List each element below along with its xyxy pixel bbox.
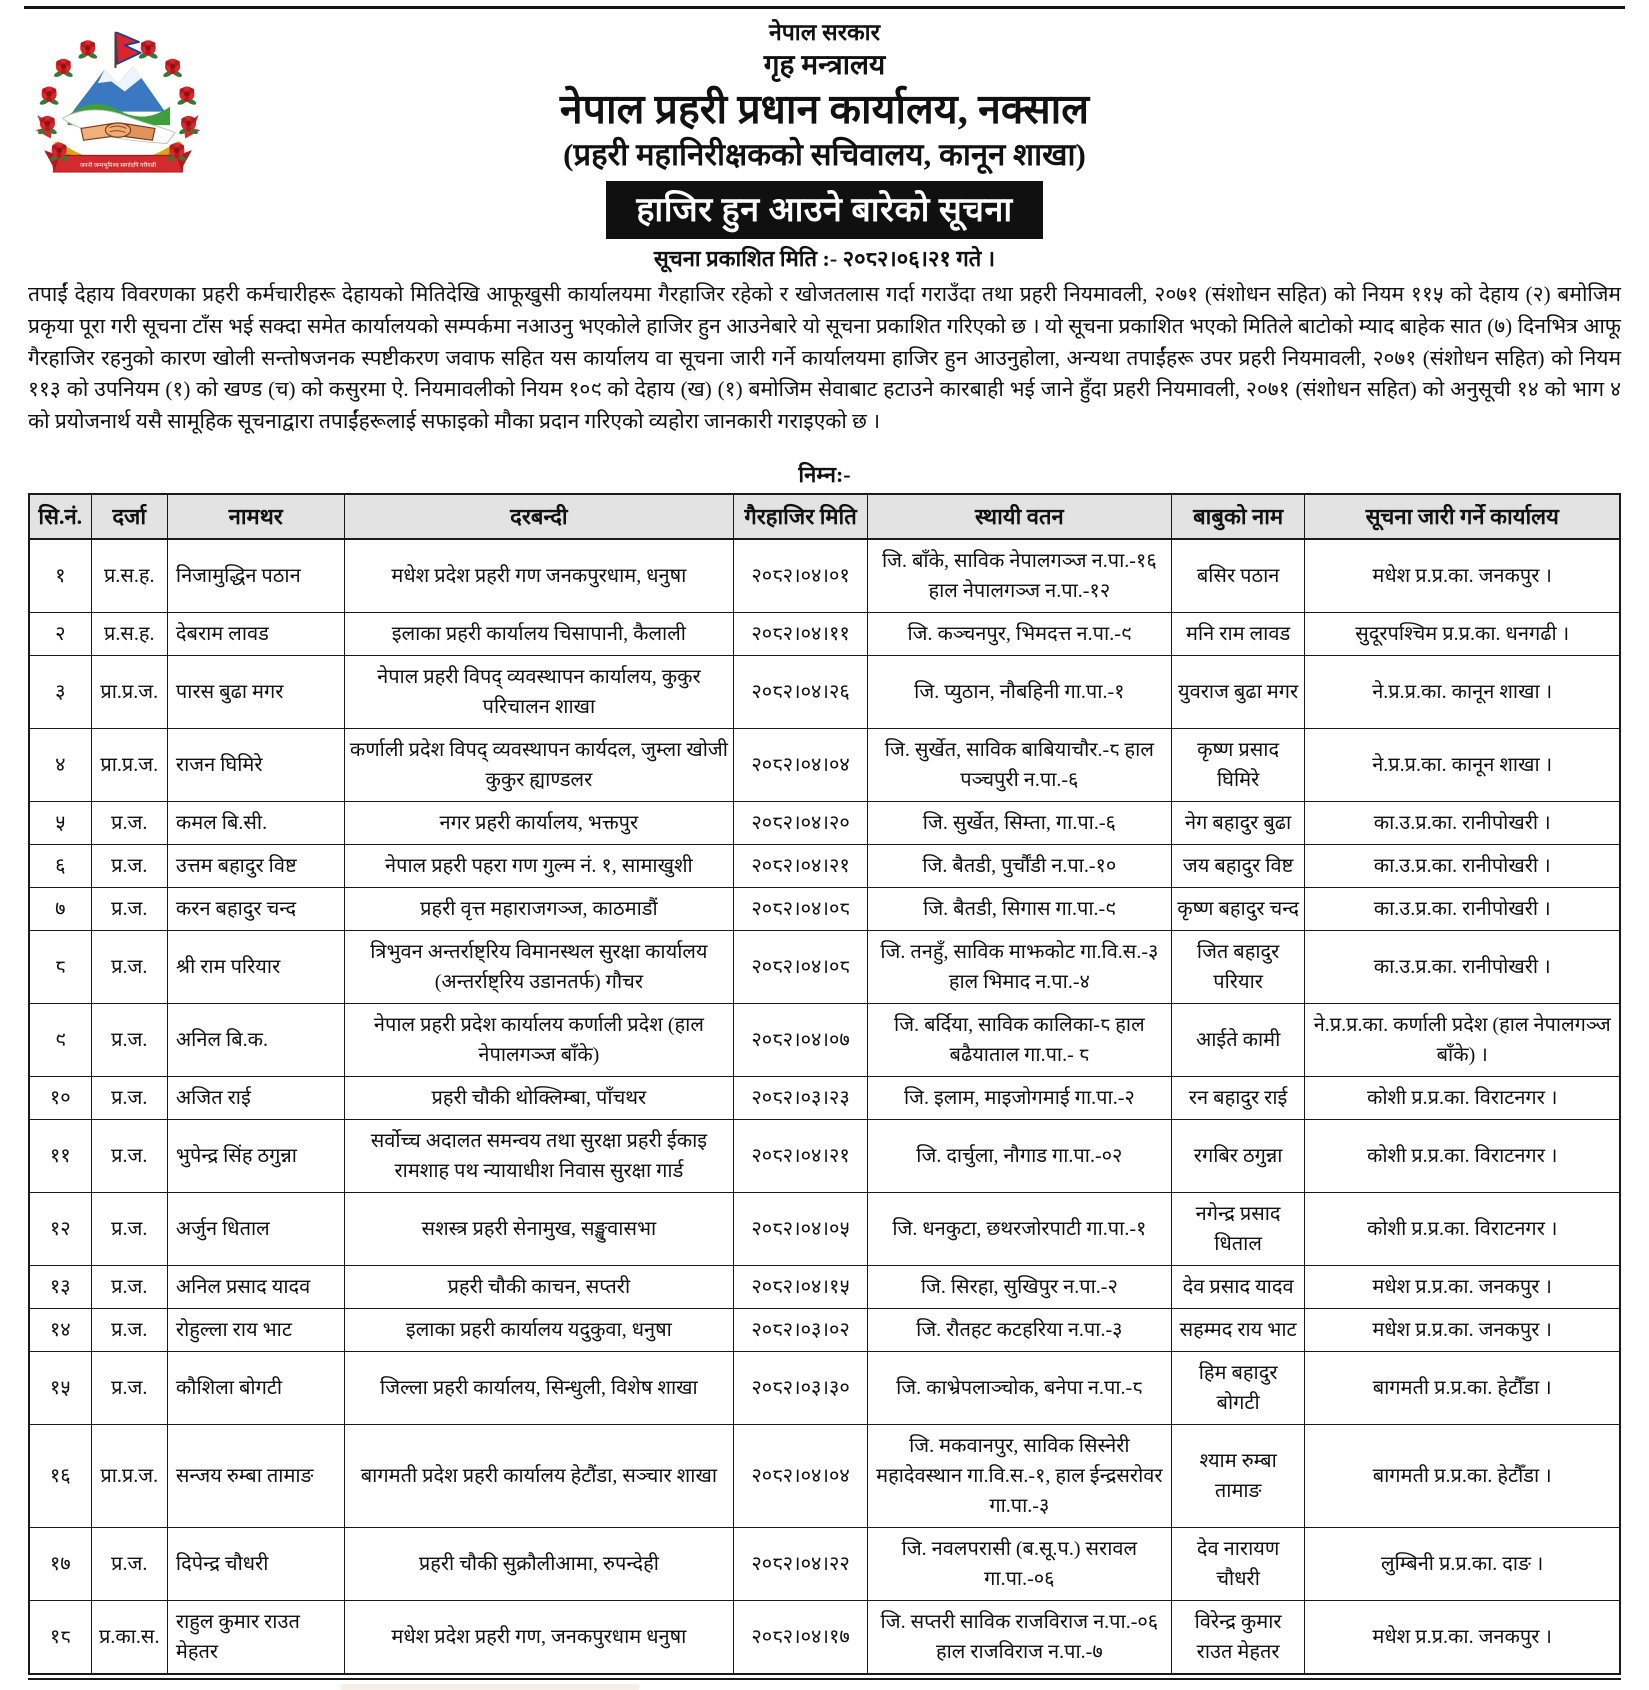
cell-father-name: आईते कामी	[1171, 1004, 1305, 1077]
cell-issuing-office: मधेश प्र.प्र.का. जनकपुर ।	[1305, 1601, 1620, 1674]
cell-issuing-office: कोशी प्र.प्र.का. विराटनगर ।	[1305, 1120, 1620, 1193]
cell-permanent-address: जि. काभ्रेपलाञ्चोक, बनेपा न.पा.-८	[867, 1352, 1171, 1425]
cell-rank: प्र.ज.	[91, 1528, 167, 1601]
column-header: नामथर	[167, 494, 344, 539]
cell-permanent-address: जि. बर्दिया, साविक कालिका-८ हाल बढैयाताल गा.पा.- ८	[867, 1004, 1171, 1077]
cell-issuing-office: बागमती प्र.प्र.का. हेटौँडा ।	[1305, 1425, 1620, 1528]
cell-rank: प्र.ज.	[91, 1077, 167, 1120]
cell-name: करन बहादुर चन्द	[167, 888, 344, 931]
cell-permanent-address: जि. तनहुँ, साविक माझकोट गा.वि.स.-३ हाल भिमाद न.पा.-४	[867, 931, 1171, 1004]
page-top-rule	[24, 6, 1625, 9]
table-row	[29, 1528, 1620, 1601]
personnel-table-body	[29, 539, 1620, 1673]
cell-father-name: बसिर पठान	[1171, 539, 1305, 613]
cell-absent-date: २०८२।०३।२३	[734, 1077, 868, 1120]
cell-permanent-address: जि. कञ्चनपुर, भिमदत्त न.पा.-९	[867, 613, 1171, 656]
table-row	[29, 1193, 1620, 1266]
cell-absent-date: २०८२।०४।१७	[734, 1601, 868, 1674]
cell-father-name: कृष्ण बहादुर चन्द	[1171, 888, 1305, 931]
cell-father-name: सहम्मद राय भाट	[1171, 1309, 1305, 1352]
cell-absent-date: २०८२।०४।२१	[734, 1120, 868, 1193]
cell-rank: प्र.ज.	[91, 888, 167, 931]
cell-rank: प्र.ज.	[91, 931, 167, 1004]
table-row	[29, 1120, 1620, 1193]
cell-permanent-address: जि. मकवानपुर, साविक सिस्नेरी महादेवस्थान गा.वि.स.-१, हाल ईन्द्रसरोवर गा.पा.-३	[867, 1425, 1171, 1528]
table-row	[29, 613, 1620, 656]
cell-father-name: मनि राम लावड	[1171, 613, 1305, 656]
cell-posting: प्रहरी चौकी थोक्लिम्बा, पाँचथर	[344, 1077, 734, 1120]
cell-permanent-address: जि. बैतडी, पुर्चौंडी न.पा.-१०	[867, 845, 1171, 888]
cell-absent-date: २०८२।०४।२१	[734, 845, 868, 888]
cell-posting: मधेश प्रदेश प्रहरी गण, जनकपुरधाम धनुषा	[344, 1601, 734, 1674]
cell-father-name: देव नारायण चौधरी	[1171, 1528, 1305, 1601]
cell-issuing-office: ने.प्र.प्र.का. कर्णाली प्रदेश (हाल नेपालगञ्ज बाँके) ।	[1305, 1004, 1620, 1077]
cell-name: राजन घिमिरे	[167, 729, 344, 802]
header-row	[29, 494, 1620, 539]
cell-serial-number: १५	[29, 1352, 91, 1425]
cell-permanent-address: जि. सुर्खेत, सिम्ता, गा.पा.-६	[867, 802, 1171, 845]
cell-permanent-address: जि. सुर्खेत, साविक बाबियाचौर.-८ हाल पञ्चपुरी न.पा.-६	[867, 729, 1171, 802]
cell-issuing-office: का.उ.प्र.का. रानीपोखरी ।	[1305, 845, 1620, 888]
cell-serial-number: २	[29, 613, 91, 656]
table-row	[29, 845, 1620, 888]
cell-issuing-office: का.उ.प्र.का. रानीपोखरी ।	[1305, 931, 1620, 1004]
cell-serial-number: ५	[29, 802, 91, 845]
table-row	[29, 1601, 1620, 1674]
ministry-name: गृह मन्त्रालय	[763, 49, 886, 81]
cell-absent-date: २०८२।०४।०४	[734, 1425, 868, 1528]
cell-serial-number: १४	[29, 1309, 91, 1352]
published-date-line: सूचना प्रकाशित मिति :- २०८२।०६।२१ गते ।	[653, 245, 996, 271]
column-header: सि.नं.	[29, 494, 91, 539]
column-header: सूचना जारी गर्ने कार्यालय	[1305, 494, 1620, 539]
cell-rank: प्र.ज.	[91, 1004, 167, 1077]
cell-absent-date: २०८२।०४।११	[734, 613, 868, 656]
cell-permanent-address: जि. बैतडी, सिगास गा.पा.-९	[867, 888, 1171, 931]
cell-rank: प्र.स.ह.	[91, 613, 167, 656]
cell-father-name: विरेन्द्र कुमार राउत मेहतर	[1171, 1601, 1305, 1674]
column-header: गैरहाजिर मिति	[734, 494, 868, 539]
cell-posting: इलाका प्रहरी कार्यालय यदुकुवा, धनुषा	[344, 1309, 734, 1352]
table-row	[29, 656, 1620, 729]
cell-name: भुपेन्द्र सिंह ठगुन्ना	[167, 1120, 344, 1193]
cell-permanent-address: जि. रौतहट कटहरिया न.पा.-३	[867, 1309, 1171, 1352]
cell-posting: नेपाल प्रहरी पहरा गण गुल्म नं. १, सामाखुशी	[344, 845, 734, 888]
table-row	[29, 931, 1620, 1004]
cell-posting: सर्वोच्च अदालत समन्वय तथा सुरक्षा प्रहरी ईकाइ रामशाह पथ न्यायाधीश निवास सुरक्षा गार्ड	[344, 1120, 734, 1193]
cell-absent-date: २०८२।०४।०१	[734, 539, 868, 613]
cell-name: अनिल बि.क.	[167, 1004, 344, 1077]
cell-rank: प्र.का.स.	[91, 1601, 167, 1674]
table-row	[29, 1425, 1620, 1528]
cell-issuing-office: लुम्बिनी प्र.प्र.का. दाङ ।	[1305, 1528, 1620, 1601]
cell-posting: प्रहरी चौकी सुक्रौलीआमा, रुपन्देही	[344, 1528, 734, 1601]
cropped-stamp-mark	[340, 1684, 640, 1690]
cell-serial-number: १	[29, 539, 91, 613]
cell-rank: प्र.ज.	[91, 845, 167, 888]
cell-issuing-office: मधेश प्र.प्र.का. जनकपुर ।	[1305, 1266, 1620, 1309]
cell-serial-number: ९	[29, 1004, 91, 1077]
letterhead	[28, 15, 1621, 273]
cell-serial-number: १०	[29, 1077, 91, 1120]
column-header: दर्जा	[91, 494, 167, 539]
cell-name: निजामुद्धिन पठान	[167, 539, 344, 613]
cell-serial-number: ११	[29, 1120, 91, 1193]
cell-serial-number: ८	[29, 931, 91, 1004]
table-row	[29, 888, 1620, 931]
table-row	[29, 1004, 1620, 1077]
cell-permanent-address: जि. सप्तरी साविक राजविराज न.पा.-०६ हाल राजविराज न.पा.-७	[867, 1601, 1171, 1674]
cell-issuing-office: का.उ.प्र.का. रानीपोखरी ।	[1305, 888, 1620, 931]
nepal-government-emblem-logo	[34, 29, 202, 201]
cell-absent-date: २०८२।०४।१५	[734, 1266, 868, 1309]
cell-father-name: जित बहादुर परियार	[1171, 931, 1305, 1004]
cell-name: देबराम लावड	[167, 613, 344, 656]
cell-father-name: रगबिर ठगुन्ना	[1171, 1120, 1305, 1193]
cell-name: राहुल कुमार राउत मेहतर	[167, 1601, 344, 1674]
cell-father-name: युवराज बुढा मगर	[1171, 656, 1305, 729]
cell-posting: त्रिभुवन अन्तर्राष्ट्रिय विमानस्थल सुरक्षा कार्यालय (अन्तर्राष्ट्रिय उडानतर्फ) गौचर	[344, 931, 734, 1004]
column-header: बाबुको नाम	[1171, 494, 1305, 539]
cell-serial-number: ४	[29, 729, 91, 802]
department-name: (प्रहरी महानिरीक्षकको सचिवालय, कानून शाखा)	[563, 137, 1086, 173]
cell-father-name: श्याम रुम्बा तामाङ	[1171, 1425, 1305, 1528]
table-row	[29, 1077, 1620, 1120]
cell-permanent-address: जि. इलाम, माइजोगमाई गा.पा.-२	[867, 1077, 1171, 1120]
table-row	[29, 539, 1620, 613]
cell-name: श्री राम परियार	[167, 931, 344, 1004]
list-intro-label: निम्न:-	[798, 462, 851, 488]
cell-name: कमल बि.सी.	[167, 802, 344, 845]
cell-absent-date: २०८२।०४।०५	[734, 1193, 868, 1266]
personnel-table-wrapper	[28, 493, 1621, 1680]
cell-father-name: हिम बहादुर बोगटी	[1171, 1352, 1305, 1425]
cell-rank: प्र.ज.	[91, 1309, 167, 1352]
cell-rank: प्र.स.ह.	[91, 539, 167, 613]
cell-posting: बागमती प्रदेश प्रहरी कार्यालय हेटौंडा, सञ्चार शाखा	[344, 1425, 734, 1528]
cell-permanent-address: जि. प्युठान, नौबहिनी गा.पा.-१	[867, 656, 1171, 729]
cell-rank: प्रा.प्र.ज.	[91, 656, 167, 729]
notice-title: हाजिर हुन आउने बारेको सूचना	[606, 181, 1042, 239]
cell-serial-number: १७	[29, 1528, 91, 1601]
cell-name: सन्जय रुम्बा तामाङ	[167, 1425, 344, 1528]
cell-absent-date: २०८२।०४।२०	[734, 802, 868, 845]
cell-issuing-office: बागमती प्र.प्र.का. हेटौँडा ।	[1305, 1352, 1620, 1425]
cell-serial-number: १८	[29, 1601, 91, 1674]
cell-posting: प्रहरी चौकी काचन, सप्तरी	[344, 1266, 734, 1309]
cell-serial-number: ३	[29, 656, 91, 729]
column-header: दरबन्दी	[344, 494, 734, 539]
cell-issuing-office: का.उ.प्र.का. रानीपोखरी ।	[1305, 802, 1620, 845]
cell-father-name: नेग बहादुर बुढा	[1171, 802, 1305, 845]
notice-body-paragraph: तपाईं देहाय विवरणका प्रहरी कर्मचारीहरू देहायको मितिदेखि आफूखुसी कार्यालयमा गैरहाजिर रहेको र खोजतलास गर्दा गराउँदा तथा प्रहरी नियमावली, २०७१ (संशोधन सहित) को नियम ११५ को देहाय (२) बमोजिम प्रकृया पूरा गरी सूचना टाँस भई सक्दा समेत कार्यालयको सम्पर्कमा नआउनु भएकोले हाजिर हुन आउनेबारे यो सूचना प्रकाशित गरिएको छ । यो सूचना प्रकाशित भएको मितिले बाटोको म्याद बाहेक सात (७) दिनभित्र आफू गैरहाजिर रहनुको कारण खोली सन्तोषजनक स्पष्टीकरण जवाफ सहित यस कार्यालय वा सूचना जारी गर्ने कार्यालयमा हाजिर हुन आउनुहोला, अन्यथा तपाईंहरू उपर प्रहरी नियमावली, २०७१ (संशोधन सहित) को नियम ११३ को उपनियम (१) को खण्ड (च) को कसुरमा ऐ. नियमावलीको नियम १०९ को देहाय (ख) (१) बमोजिम सेवाबाट हटाउने कारबाही भई जाने हुँदा प्रहरी नियमावली, २०७१ (संशोधन सहित) को अनुसूची १४ को भाग ४ को प्रयोजनार्थ यसै सामूहिक सूचनाद्वारा तपाईंहरूलाई सफाइको मौका प्रदान गरिएको व्यहोरा जानकारी गराइएको छ ।	[28, 281, 1621, 434]
table-row	[29, 1309, 1620, 1352]
cell-absent-date: २०८२।०४।२२	[734, 1528, 868, 1601]
table-header-row	[29, 494, 1620, 539]
table-row	[29, 1266, 1620, 1309]
cell-permanent-address: जि. नवलपरासी (ब.सू.प.) सरावल गा.पा.-०६	[867, 1528, 1171, 1601]
cell-name: अर्जुन धिताल	[167, 1193, 344, 1266]
cell-name: पारस बुढा मगर	[167, 656, 344, 729]
cell-rank: प्रा.प्र.ज.	[91, 729, 167, 802]
cell-permanent-address: जि. बाँके, साविक नेपालगञ्ज न.पा.-१६ हाल नेपालगञ्ज न.पा.-१२	[867, 539, 1171, 613]
table-row	[29, 729, 1620, 802]
cell-rank: प्रा.प्र.ज.	[91, 1425, 167, 1528]
cell-serial-number: १६	[29, 1425, 91, 1528]
cell-permanent-address: जि. दार्चुला, नौगाड गा.पा.-०२	[867, 1120, 1171, 1193]
cell-name: रोहुल्ला राय भाट	[167, 1309, 344, 1352]
cell-posting: मधेश प्रदेश प्रहरी गण जनकपुरधाम, धनुषा	[344, 539, 734, 613]
cell-name: अनिल प्रसाद यादव	[167, 1266, 344, 1309]
cell-father-name: देव प्रसाद यादव	[1171, 1266, 1305, 1309]
cell-name: अजित राई	[167, 1077, 344, 1120]
cell-father-name: रन बहादुर राई	[1171, 1077, 1305, 1120]
cell-permanent-address: जि. सिरहा, सुखिपुर न.पा.-२	[867, 1266, 1171, 1309]
cell-serial-number: १२	[29, 1193, 91, 1266]
cell-rank: प्र.ज.	[91, 1266, 167, 1309]
cell-name: दिपेन्द्र चौधरी	[167, 1528, 344, 1601]
cell-absent-date: २०८२।०३।०२	[734, 1309, 868, 1352]
svg-text:जननी जन्मभूमिश्च स्वर्गादपि गर: जननी जन्मभूमिश्च स्वर्गादपि गरीयसी	[79, 163, 157, 170]
cell-serial-number: ७	[29, 888, 91, 931]
cell-serial-number: ६	[29, 845, 91, 888]
government-name: नेपाल सरकार	[768, 20, 881, 45]
cell-posting: जिल्ला प्रहरी कार्यालय, सिन्धुली, विशेष शाखा	[344, 1352, 734, 1425]
cell-name: कौशिला बोगटी	[167, 1352, 344, 1425]
cell-posting: नेपाल प्रहरी विपद् व्यवस्थापन कार्यालय, कुकुर परिचालन शाखा	[344, 656, 734, 729]
column-header: स्थायी वतन	[867, 494, 1171, 539]
cell-permanent-address: जि. धनकुटा, छथरजोरपाटी गा.पा.-१	[867, 1193, 1171, 1266]
cell-rank: प्र.ज.	[91, 1352, 167, 1425]
cell-posting: नेपाल प्रहरी प्रदेश कार्यालय कर्णाली प्रदेश (हाल नेपालगञ्ज बाँके)	[344, 1004, 734, 1077]
cell-posting: इलाका प्रहरी कार्यालय चिसापानी, कैलाली	[344, 613, 734, 656]
cell-issuing-office: सुदूरपश्चिम प्र.प्र.का. धनगढी ।	[1305, 613, 1620, 656]
cell-posting: प्रहरी वृत्त महाराजगञ्ज, काठमाडौं	[344, 888, 734, 931]
cell-rank: प्र.ज.	[91, 1120, 167, 1193]
cell-posting: कर्णाली प्रदेश विपद् व्यवस्थापन कार्यदल, जुम्ला खोजी कुकुर ह्याण्डलर	[344, 729, 734, 802]
cell-issuing-office: ने.प्र.प्र.का. कानून शाखा ।	[1305, 729, 1620, 802]
cell-issuing-office: मधेश प्र.प्र.का. जनकपुर ।	[1305, 539, 1620, 613]
cell-issuing-office: कोशी प्र.प्र.का. विराटनगर ।	[1305, 1077, 1620, 1120]
cell-father-name: जय बहादुर विष्ट	[1171, 845, 1305, 888]
cell-serial-number: १३	[29, 1266, 91, 1309]
table-row	[29, 1352, 1620, 1425]
cell-issuing-office: कोशी प्र.प्र.का. विराटनगर ।	[1305, 1193, 1620, 1266]
cell-absent-date: २०८२।०४।२६	[734, 656, 868, 729]
personnel-table	[28, 493, 1621, 1673]
cell-posting: नगर प्रहरी कार्यालय, भक्तपुर	[344, 802, 734, 845]
cell-absent-date: २०८२।०४।०७	[734, 1004, 868, 1077]
cell-absent-date: २०८२।०४।०८	[734, 931, 868, 1004]
cell-father-name: कृष्ण प्रसाद घिमिरे	[1171, 729, 1305, 802]
cell-name: उत्तम बहादुर विष्ट	[167, 845, 344, 888]
cell-posting: सशस्त्र प्रहरी सेनामुख, सङ्खुवासभा	[344, 1193, 734, 1266]
cell-rank: प्र.ज.	[91, 802, 167, 845]
cell-absent-date: २०८२।०४।०४	[734, 729, 868, 802]
cell-rank: प्र.ज.	[91, 1193, 167, 1266]
cell-issuing-office: ने.प्र.प्र.का. कानून शाखा ।	[1305, 656, 1620, 729]
cell-absent-date: २०८२।०३।३०	[734, 1352, 868, 1425]
office-name: नेपाल प्रहरी प्रधान कार्यालय, नक्साल	[559, 86, 1090, 133]
cell-father-name: नगेन्द्र प्रसाद धिताल	[1171, 1193, 1305, 1266]
cell-issuing-office: मधेश प्र.प्र.का. जनकपुर ।	[1305, 1309, 1620, 1352]
cell-absent-date: २०८२।०४।०८	[734, 888, 868, 931]
table-row	[29, 802, 1620, 845]
